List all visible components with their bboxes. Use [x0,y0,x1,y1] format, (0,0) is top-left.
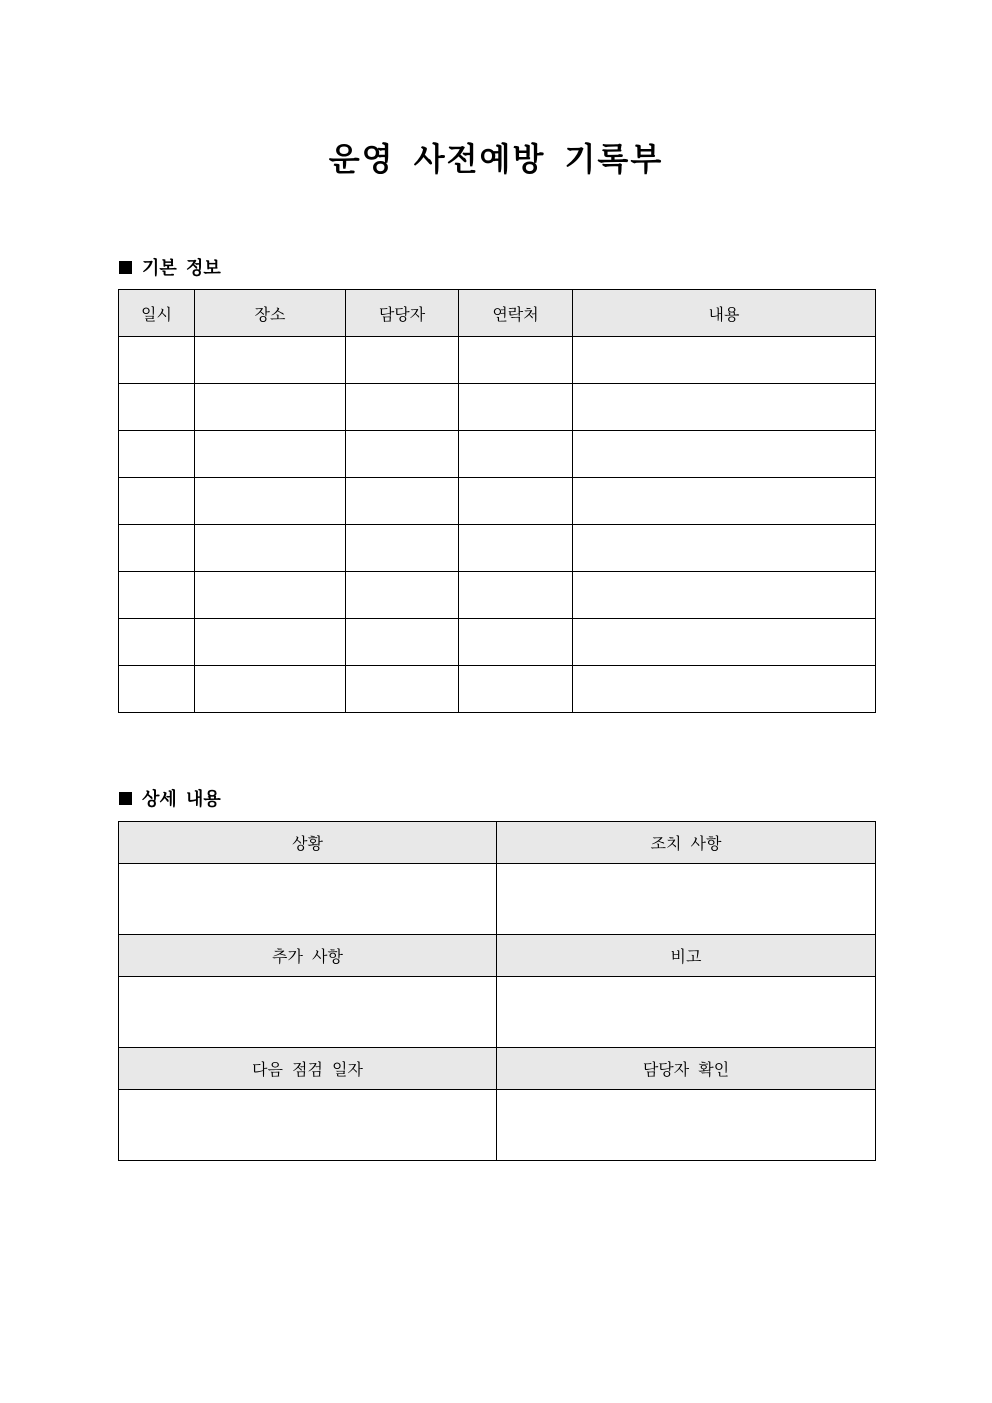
contact-cell[interactable] [459,337,573,384]
manager-confirmation-label: 담당자 확인 [497,1048,876,1090]
manager-cell[interactable] [346,619,459,666]
location-cell[interactable] [195,666,346,713]
column-header-content: 내용 [573,290,876,337]
action-taken-field[interactable] [497,864,876,935]
content-cell[interactable] [573,384,876,431]
datetime-cell[interactable] [119,525,195,572]
manager-cell[interactable] [346,666,459,713]
additional-notes-label: 추가 사항 [119,935,497,977]
contact-cell[interactable] [459,431,573,478]
manager-cell[interactable] [346,572,459,619]
content-cell[interactable] [573,619,876,666]
datetime-cell[interactable] [119,478,195,525]
manager-cell[interactable] [346,337,459,384]
datetime-cell[interactable] [119,384,195,431]
location-cell[interactable] [195,619,346,666]
detail-value-row [119,864,876,935]
datetime-cell[interactable] [119,619,195,666]
table-row [119,619,876,666]
contact-cell[interactable] [459,619,573,666]
content-cell[interactable] [573,478,876,525]
datetime-cell[interactable] [119,572,195,619]
table-row [119,525,876,572]
remarks-field[interactable] [497,977,876,1048]
section-heading-label: 상세 내용 [142,789,221,810]
detail-header-row [119,822,876,864]
location-cell[interactable] [195,431,346,478]
location-cell[interactable] [195,478,346,525]
contact-cell[interactable] [459,572,573,619]
content-cell[interactable] [573,572,876,619]
datetime-cell[interactable] [119,431,195,478]
page-title: 운영 사전예방 기록부 [328,140,664,178]
location-cell[interactable] [195,525,346,572]
location-cell[interactable] [195,572,346,619]
table-row [119,384,876,431]
content-cell[interactable] [573,666,876,713]
next-inspection-date-field[interactable] [119,1090,497,1161]
black-square-icon [119,792,132,805]
column-header-contact: 연락처 [459,290,573,337]
detail-value-row [119,1090,876,1161]
content-cell[interactable] [573,337,876,384]
table-row [119,431,876,478]
additional-notes-field[interactable] [119,977,497,1048]
situation-label: 상황 [119,822,497,864]
column-header-manager: 담당자 [346,290,459,337]
table-row [119,478,876,525]
table-row [119,666,876,713]
column-header-location: 장소 [195,290,346,337]
location-cell[interactable] [195,337,346,384]
column-header-datetime: 일시 [119,290,195,337]
remarks-label: 비고 [497,935,876,977]
contact-cell[interactable] [459,666,573,713]
manager-cell[interactable] [346,384,459,431]
action-taken-label: 조치 사항 [497,822,876,864]
detail-header-row [119,1048,876,1090]
table-row [119,337,876,384]
table-row [119,572,876,619]
manager-cell[interactable] [346,478,459,525]
details-table [118,821,876,1161]
contact-cell[interactable] [459,525,573,572]
section-heading-label: 기본 정보 [142,258,221,279]
table-header-row [119,290,876,337]
detail-header-row [119,935,876,977]
basic-info-table [118,289,876,713]
section-heading-basic-info [119,254,221,280]
manager-cell[interactable] [346,525,459,572]
contact-cell[interactable] [459,478,573,525]
location-cell[interactable] [195,384,346,431]
detail-value-row [119,977,876,1048]
manager-confirmation-field[interactable] [497,1090,876,1161]
content-cell[interactable] [573,525,876,572]
section-heading-details [119,785,221,811]
next-inspection-date-label: 다음 점검 일자 [119,1048,497,1090]
content-cell[interactable] [573,431,876,478]
black-square-icon [119,261,132,274]
manager-cell[interactable] [346,431,459,478]
situation-field[interactable] [119,864,497,935]
datetime-cell[interactable] [119,666,195,713]
datetime-cell[interactable] [119,337,195,384]
contact-cell[interactable] [459,384,573,431]
